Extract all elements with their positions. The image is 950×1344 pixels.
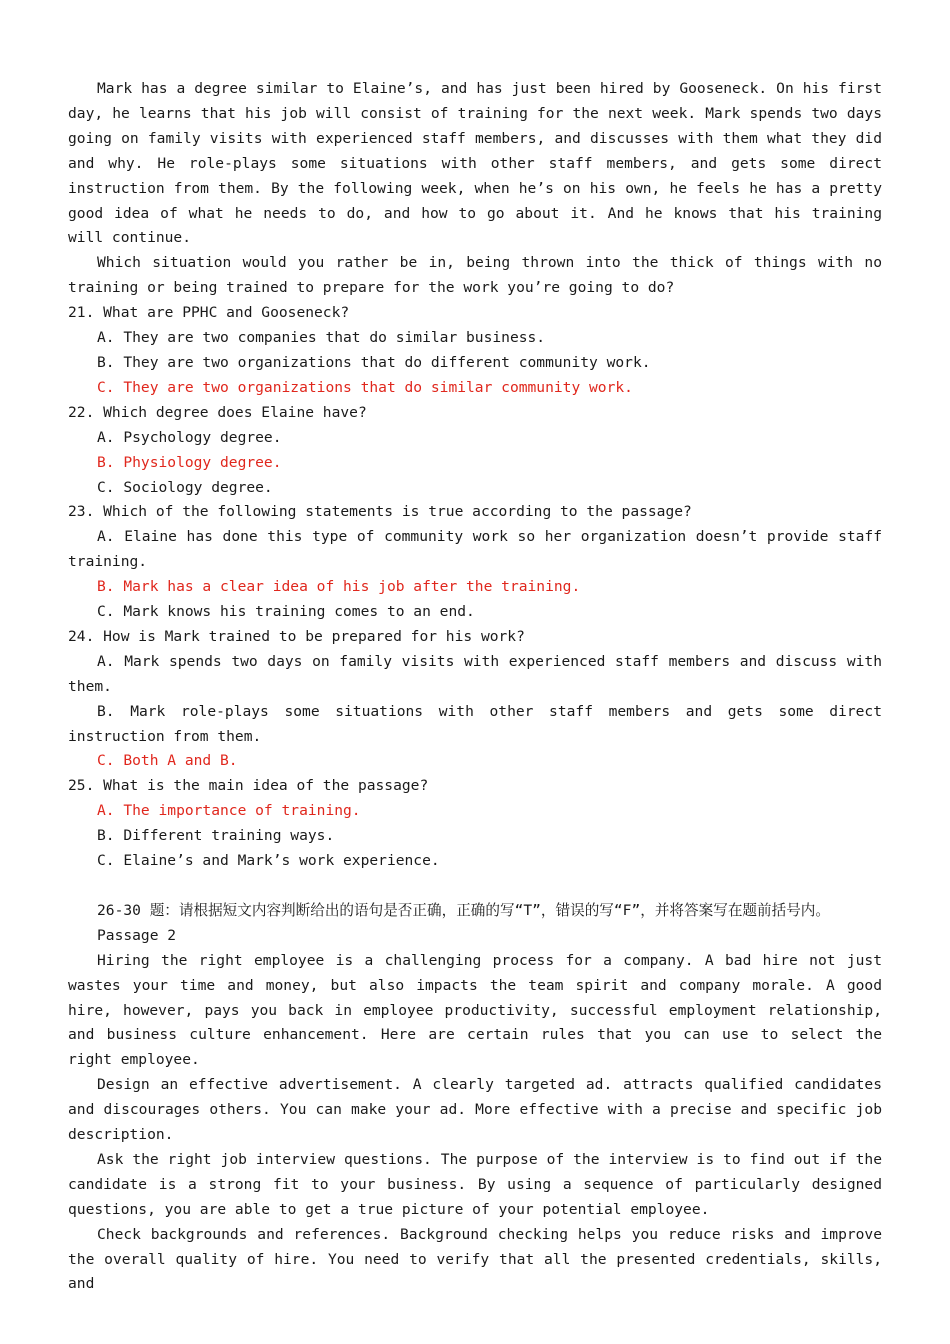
option-c: C. Elaine’s and Mark’s work experience.: [97, 852, 440, 870]
passage-paragraph: Check backgrounds and references. Background checking helps you reduce risks and improve the overall quality of hire. You need to verify that all the presented credentials, skills, and: [68, 1225, 882, 1293]
option-c: C. Mark knows his training comes to an end.: [97, 603, 475, 621]
document-page: [68, 77, 882, 1297]
passage-paragraph: Ask the right job interview questions. The purpose of the interview is to find out if the candidate is a strong fit to your business. By using a sequence of particularly designed questions, you are able to get a true picture of your potential employee.: [68, 1150, 882, 1218]
option-b: B. Mark role-plays some situations with other staff members and gets some direct instruction from them.: [68, 702, 882, 745]
option-c: C. Sociology degree.: [97, 478, 273, 496]
question-stem: 22. Which degree does Elaine have?: [68, 403, 367, 421]
question-22: [68, 401, 882, 501]
question-21: [68, 301, 882, 401]
passage-title: Passage 2: [97, 926, 177, 944]
option-b: B. They are two organizations that do different community work.: [97, 353, 651, 371]
passage-paragraph: Which situation would you rather be in, being thrown into the thick of things with no training or being trained to prepare for the work you’re going to do?: [68, 254, 882, 297]
question-stem: 24. How is Mark trained to be prepared for his work?: [68, 627, 525, 645]
passage-paragraph: Hiring the right employee is a challenging process for a company. A bad hire not just wastes your time and money, but also impacts the team spirit and company morale. A good hire, however, pays you back in employee productivity, successful employment relationship, and business culture enhancement. Here are certain rules that you can use to select the right employee.: [68, 951, 882, 1069]
passage-paragraph: Mark has a degree similar to Elaine’s, and has just been hired by Gooseneck. On his first day, he learns that his job will consist of training for the next week. Mark spends two days going on family visits with experienced staff members, and discusses with them what they did and why. He role-plays some situations with other staff members, and gets some direct instruction from them. By the following week, when he’s on his own, he feels he has a pretty good idea of what he needs to do, and how to go about it. And he knows that his training will continue.: [68, 80, 882, 247]
question-stem: 23. Which of the following statements is true according to the passage?: [68, 503, 692, 521]
question-stem: 25. What is the main idea of the passage?: [68, 777, 429, 795]
option-b-answer: B. Physiology degree.: [97, 453, 282, 471]
question-23: [68, 500, 882, 625]
option-a: A. Elaine has done this type of community work so her organization doesn’t provide staff training.: [68, 528, 882, 571]
option-a: A. Psychology degree.: [97, 428, 282, 446]
option-a: A. Mark spends two days on family visits with experienced staff members and discuss with them.: [68, 652, 882, 695]
question-stem: 21. What are PPHC and Gooseneck?: [68, 304, 350, 322]
option-a-answer: A. The importance of training.: [97, 802, 361, 820]
blank-line: [68, 874, 882, 899]
option-b: B. Different training ways.: [97, 827, 335, 845]
passage-paragraph: Design an effective advertisement. A clearly targeted ad. attracts qualified candidates and discourages others. You can make your ad. More effective with a precise and specific job description.: [68, 1076, 882, 1144]
question-25: [68, 774, 882, 874]
section-instruction: 26-30 题：请根据短文内容判断给出的语句是否正确，正确的写“T”，错误的写“F”，并将答案写在题前括号内。: [97, 901, 830, 919]
option-c-answer: C. Both A and B.: [97, 752, 238, 770]
option-c-answer: C. They are two organizations that do similar community work.: [97, 378, 633, 396]
option-b-answer: B. Mark has a clear idea of his job after the training.: [97, 578, 581, 596]
option-a: A. They are two companies that do similar business.: [97, 329, 546, 347]
question-24: [68, 625, 882, 774]
